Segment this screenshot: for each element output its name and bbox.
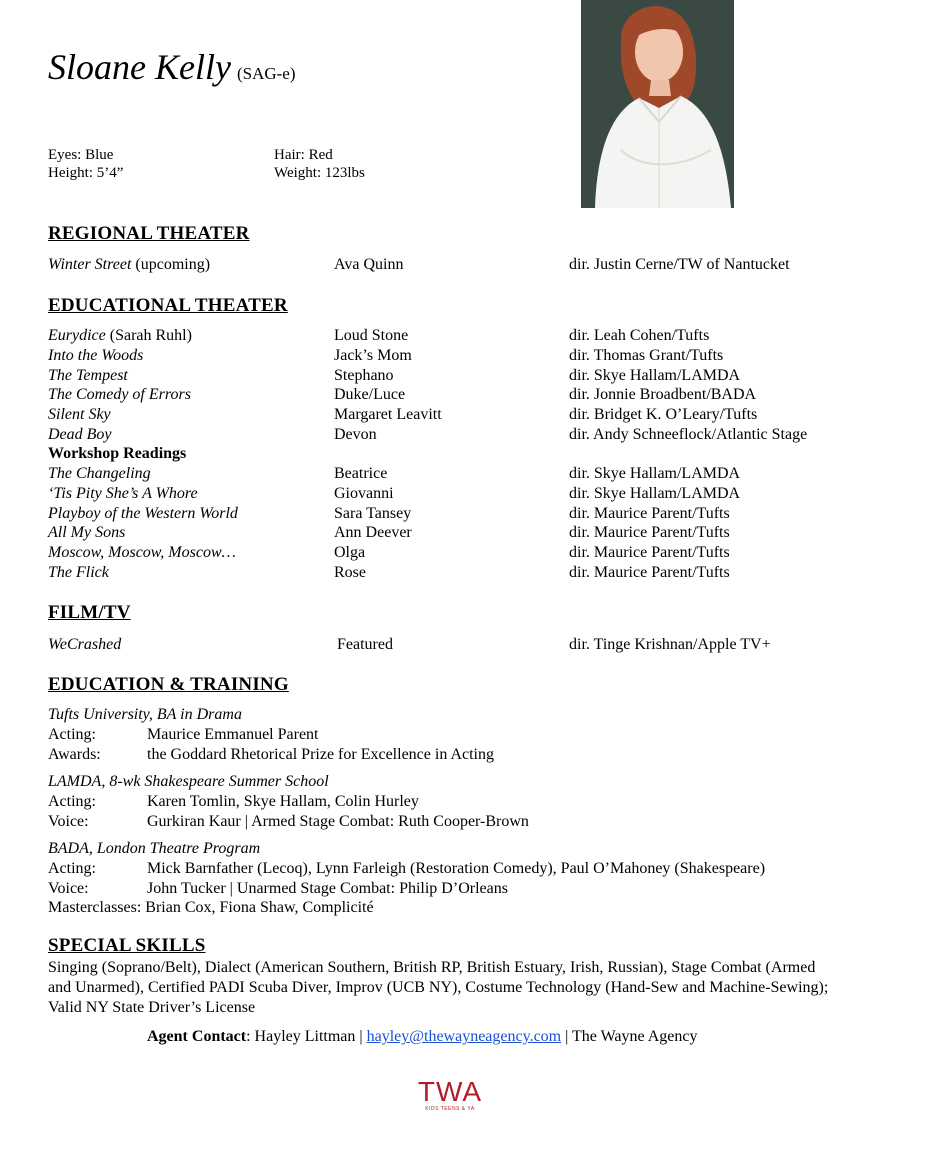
height-stat: Height: 5’4” (48, 165, 124, 181)
agency-logo (410, 1078, 490, 1112)
credit-role: Ava Quinn (334, 256, 404, 273)
voice-teachers: John Tucker | Unarmed Stage Combat: Philip D’Orleans (147, 880, 508, 897)
school-bada: BADA, London Theatre Program (48, 840, 261, 857)
agent-contact-label: Agent Contact (147, 1028, 247, 1045)
awards-value: the Goddard Rhetorical Prize for Excellence in Acting (147, 746, 494, 763)
credit-title: WeCrashed (48, 636, 122, 653)
credit-title: Moscow, Moscow, Moscow… (48, 544, 236, 561)
voice-label: Voice: (48, 813, 89, 830)
credit-row (48, 636, 908, 656)
school-lamda: LAMDA, 8-wk Shakespeare Summer School (48, 773, 329, 790)
educational-theater-heading: EDUCATIONAL THEATER (48, 295, 288, 316)
credit-title: Silent Sky (48, 406, 111, 423)
credit-title: Dead Boy (48, 426, 112, 443)
credit-title: Into the Woods (48, 347, 144, 364)
credit-title: The Comedy of Errors (48, 386, 191, 403)
credit-director: dir. Skye Hallam/LAMDA (569, 485, 741, 502)
credit-role: Ann Deever (334, 524, 412, 541)
credit-role: Margaret Leavitt (334, 406, 442, 423)
acting-teachers: Mick Barnfather (Lecoq), Lynn Farleigh (Restoration Comedy), Paul O’Mahoney (Shakespeare) (147, 860, 766, 877)
workshop-readings-subheading: Workshop Readings (48, 445, 187, 462)
hair-stat: Hair: Red (274, 147, 333, 163)
special-skills-text: Singing (Soprano/Belt), Dialect (American Southern, British RP, British Estuary, Irish, Russian), Stage Combat (Armed and Unarmed), Certified PADI Scuba Diver, Improv (UCB NY), Costume Technology (Hand-Sew and Machine-Sewing); Valid NY State Driver’s License (48, 959, 829, 1016)
weight-stat: Weight: 123lbs (274, 165, 365, 181)
credit-title: Eurydice (48, 327, 106, 344)
agent-name: : Hayley Littman | (246, 1028, 367, 1045)
acting-label: Acting: (48, 860, 96, 877)
credit-director: dir. Maurice Parent/Tufts (569, 564, 730, 581)
credit-row (48, 485, 908, 505)
credit-role: Rose (334, 564, 366, 581)
credit-row (48, 367, 908, 387)
credit-row (48, 256, 908, 276)
credit-title: ‘Tis Pity She’s A Whore (48, 485, 198, 502)
union-status: (SAG-e) (236, 64, 296, 83)
acting-label: Acting: (48, 793, 96, 810)
credit-role: Featured (337, 636, 393, 653)
credit-director: dir. Bridget K. O’Leary/Tufts (569, 406, 758, 423)
awards-label: Awards: (48, 746, 101, 763)
credit-role: Beatrice (334, 465, 388, 482)
credit-director: dir. Skye Hallam/LAMDA (569, 367, 741, 384)
credit-role: Loud Stone (334, 327, 409, 344)
agency-logo-subtext: KIDS TEENS & YA (425, 1106, 475, 1112)
agent-contact (147, 1028, 698, 1046)
education-training-heading: EDUCATION & TRAINING (48, 674, 289, 695)
special-skills-heading: SPECIAL SKILLS (48, 935, 206, 956)
credit-row (48, 544, 908, 564)
credit-note: (Sarah Ruhl) (105, 327, 192, 344)
credit-row (48, 406, 908, 426)
credit-title: The Tempest (48, 367, 128, 384)
credit-role: Duke/Luce (334, 386, 406, 403)
credit-director: dir. Tinge Krishnan/Apple TV+ (569, 636, 771, 653)
credit-director: dir. Thomas Grant/Tufts (569, 347, 724, 364)
credit-row (48, 505, 908, 525)
masterclasses: Masterclasses: Brian Cox, Fiona Shaw, Complicité (48, 899, 374, 916)
credit-row (48, 465, 908, 485)
credit-title: The Flick (48, 564, 109, 581)
credit-role: Jack’s Mom (334, 347, 412, 364)
credit-director: dir. Leah Cohen/Tufts (569, 327, 710, 344)
credit-title: Playboy of the Western World (48, 505, 238, 522)
credit-role: Stephano (334, 367, 394, 384)
credit-director: dir. Justin Cerne/TW of Nantucket (569, 256, 790, 273)
film-tv-heading: FILM/TV (48, 602, 131, 623)
agent-email-link[interactable]: hayley@thewayneagency.com (366, 1028, 562, 1045)
eyes-stat: Eyes: Blue (48, 147, 114, 163)
credit-row (48, 347, 908, 367)
credit-role: Olga (334, 544, 366, 561)
credit-director: dir. Andy Schneeflock/Atlantic Stage (569, 426, 808, 443)
credit-title: The Changeling (48, 465, 151, 482)
actor-name: Sloane Kelly (SAG-e) (48, 47, 296, 87)
credit-row (48, 564, 908, 584)
credit-title: All My Sons (48, 524, 126, 541)
school-tufts: Tufts University, BA in Drama (48, 706, 242, 723)
credit-director: dir. Maurice Parent/Tufts (569, 524, 730, 541)
credit-title: Winter Street (48, 256, 132, 273)
credit-role: Devon (334, 426, 377, 443)
agency-logo-text: TWA (417, 1076, 483, 1107)
acting-teachers: Maurice Emmanuel Parent (147, 726, 319, 743)
voice-teachers: Gurkiran Kaur | Armed Stage Combat: Ruth Cooper-Brown (147, 813, 529, 830)
credit-role: Sara Tansey (334, 505, 412, 522)
credit-director: dir. Maurice Parent/Tufts (569, 544, 730, 561)
credit-row (48, 327, 908, 347)
acting-label: Acting: (48, 726, 96, 743)
credit-director: dir. Maurice Parent/Tufts (569, 505, 730, 522)
credit-role: Giovanni (334, 485, 394, 502)
acting-teachers: Karen Tomlin, Skye Hallam, Colin Hurley (147, 793, 419, 810)
credit-director: dir. Skye Hallam/LAMDA (569, 465, 741, 482)
regional-theater-heading: REGIONAL THEATER (48, 223, 250, 244)
headshot-photo (581, 0, 734, 208)
credit-row (48, 426, 908, 446)
voice-label: Voice: (48, 880, 89, 897)
credit-row (48, 524, 908, 544)
credit-director: dir. Jonnie Broadbent/BADA (569, 386, 757, 403)
agency-name: | The Wayne Agency (561, 1028, 698, 1045)
credit-note: (upcoming) (131, 256, 211, 273)
credit-row (48, 386, 908, 406)
